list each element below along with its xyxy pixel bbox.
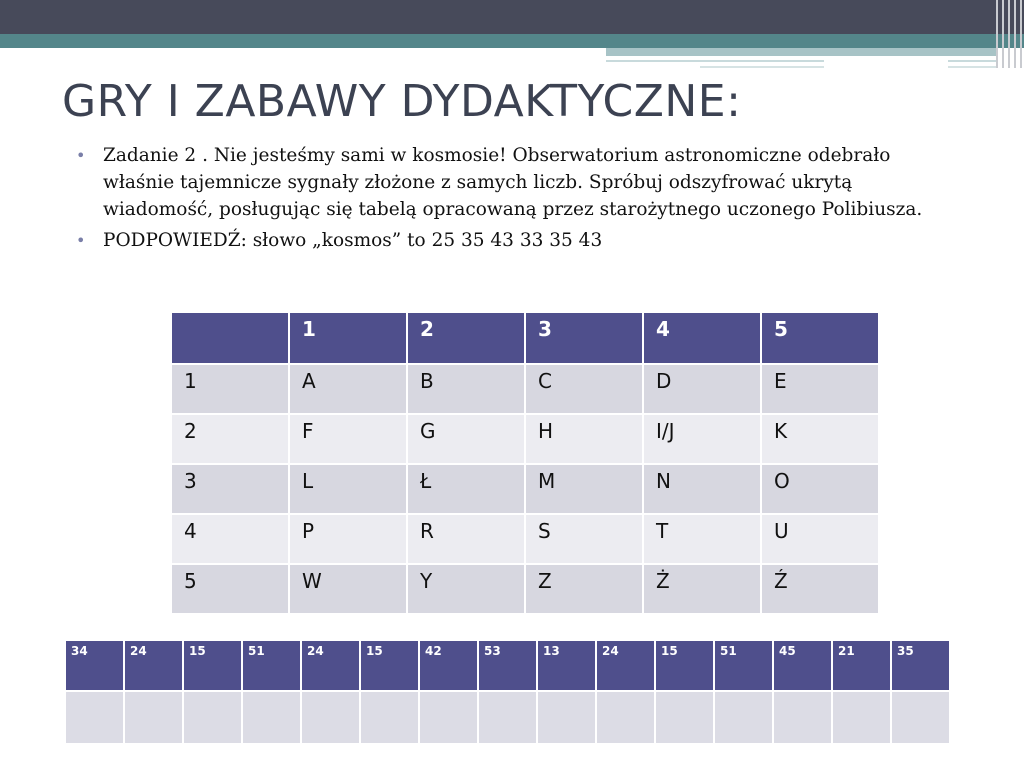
table-cell: O (761, 464, 879, 514)
table-row (171, 514, 879, 564)
code-cell: 34 (65, 640, 124, 691)
code-cell: 21 (832, 640, 891, 691)
bullet-item-task (76, 142, 956, 223)
table-cell: M (525, 464, 643, 514)
table-cell: L (289, 464, 407, 514)
bullet-marker: • (76, 146, 86, 165)
code-cell: 51 (242, 640, 301, 691)
table-cell: 3 (171, 464, 289, 514)
table-header-cell: 3 (525, 312, 643, 364)
table-cell: 1 (171, 364, 289, 414)
answer-cell (537, 691, 596, 744)
answer-cell (714, 691, 773, 744)
answer-cell (655, 691, 714, 744)
bullet-marker: • (76, 231, 86, 250)
table-cell: A (289, 364, 407, 414)
table-cell: 4 (171, 514, 289, 564)
table-cell: U (761, 514, 879, 564)
table-cell: C (525, 364, 643, 414)
code-cell: 24 (124, 640, 183, 691)
header-stripes (994, 0, 1024, 68)
code-cell: 24 (596, 640, 655, 691)
table-header-cell: 2 (407, 312, 525, 364)
table-cell: I/J (643, 414, 761, 464)
table-row (171, 464, 879, 514)
table-header-cell (171, 312, 289, 364)
table-cell: S (525, 514, 643, 564)
table-row (171, 414, 879, 464)
code-cell: 53 (478, 640, 537, 691)
table-cell: 5 (171, 564, 289, 614)
code-cell: 51 (714, 640, 773, 691)
header-gap (824, 60, 948, 68)
hint-text: PODPOWIEDŹ: słowo „kosmos” to 25 35 43 33 35 43 (103, 230, 603, 251)
code-cell: 42 (419, 640, 478, 691)
code-cell: 24 (301, 640, 360, 691)
answer-cell (65, 691, 124, 744)
table-cell: H (525, 414, 643, 464)
table-row (171, 564, 879, 614)
code-cell: 45 (773, 640, 832, 691)
code-table (64, 639, 951, 745)
table-cell: 2 (171, 414, 289, 464)
table-cell: P (289, 514, 407, 564)
header-bar-teal (0, 34, 1024, 48)
table-cell: R (407, 514, 525, 564)
answer-cell (360, 691, 419, 744)
slide-title: GRY I ZABAWY DYDAKTYCZNE: (62, 76, 742, 127)
table-cell: T (643, 514, 761, 564)
code-cell: 15 (183, 640, 242, 691)
answer-cell (301, 691, 360, 744)
table-row (171, 364, 879, 414)
answer-cell (124, 691, 183, 744)
table-cell: Ż (643, 564, 761, 614)
answer-cell (773, 691, 832, 744)
answer-cell (596, 691, 655, 744)
code-cell: 15 (360, 640, 419, 691)
table-cell: E (761, 364, 879, 414)
table-cell: B (407, 364, 525, 414)
answer-cell (183, 691, 242, 744)
table-cell: D (643, 364, 761, 414)
table-cell: F (289, 414, 407, 464)
code-cell: 13 (537, 640, 596, 691)
table-header-cell: 5 (761, 312, 879, 364)
table-cell: Ź (761, 564, 879, 614)
answer-row (65, 691, 950, 744)
code-cell: 35 (891, 640, 950, 691)
code-cell: 15 (655, 640, 714, 691)
table-header-cell: 1 (289, 312, 407, 364)
answer-cell (832, 691, 891, 744)
answer-cell (242, 691, 301, 744)
table-cell: K (761, 414, 879, 464)
answer-cell (891, 691, 950, 744)
code-row (65, 640, 950, 691)
task-text: Zadanie 2 . Nie jesteśmy sami w kosmosie! Obserwatorium astronomiczne odebrało właśnie tajemnicze sygnały złożone z samych liczb. Spróbuj odszyfrować ukrytą wiadomość, posługując się tabelą opracowaną przez starożytnego uczonego Polibiusza. (103, 145, 923, 220)
table-cell: Y (407, 564, 525, 614)
table-cell: N (643, 464, 761, 514)
table-cell: W (289, 564, 407, 614)
answer-cell (478, 691, 537, 744)
table-cell: Z (525, 564, 643, 614)
header-bar-dark (0, 0, 1024, 34)
answer-cell (419, 691, 478, 744)
header-bar-light (606, 48, 998, 56)
table-cell: Ł (407, 464, 525, 514)
table-header-cell: 4 (643, 312, 761, 364)
polybius-table (170, 311, 880, 615)
polybius-header-row (171, 312, 879, 364)
bullet-list (76, 142, 956, 258)
table-cell: G (407, 414, 525, 464)
bullet-item-hint (76, 227, 956, 254)
